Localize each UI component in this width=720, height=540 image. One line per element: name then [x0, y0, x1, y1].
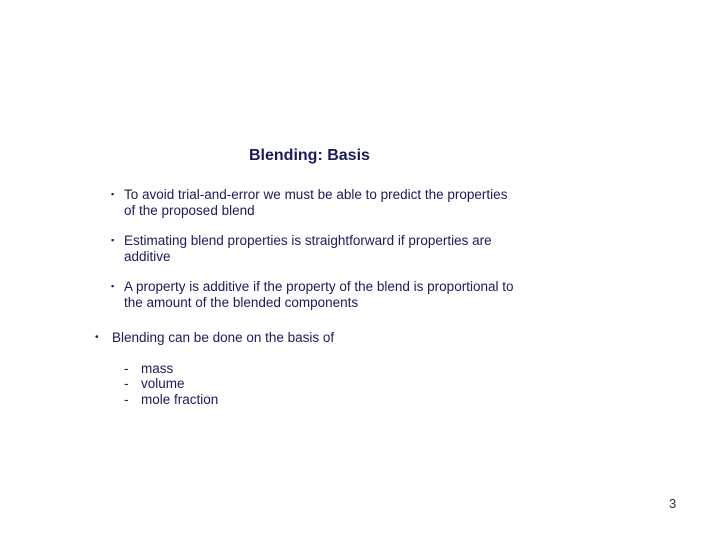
bullet-line: Estimating blend properties is straightforward if properties are — [124, 233, 492, 248]
bullet-item — [111, 233, 492, 264]
page-number: 3 — [669, 496, 677, 511]
bullet-line: the amount of the blended components — [124, 294, 359, 310]
bullet-line: A property is additive if the property of the blend is proportional to — [124, 279, 514, 294]
dash-marker: - — [124, 392, 129, 407]
bullet-line: of the proposed blend — [124, 202, 255, 218]
round-bullet-icon: • — [95, 332, 99, 343]
square-bullet-icon: ▪ — [111, 189, 115, 199]
square-bullet-icon: ▪ — [111, 235, 115, 245]
sub-list-text: mass — [141, 361, 174, 376]
bullet-line: additive — [124, 248, 171, 264]
main-bullet-text: Blending can be done on the basis of — [112, 330, 335, 345]
sub-list-text: mole fraction — [141, 392, 219, 407]
bullet-item — [111, 187, 508, 218]
square-bullet-icon: ▪ — [111, 281, 115, 291]
sub-list-text: volume — [141, 376, 185, 391]
bullet-item — [111, 279, 514, 310]
dash-marker: - — [124, 361, 129, 376]
bullet-line: To avoid trial-and-error we must be able to predict the properties — [124, 187, 508, 202]
main-bullet-item — [95, 330, 335, 346]
sub-list-item — [124, 376, 185, 391]
sub-list-item — [124, 361, 173, 376]
slide-title: Blending: Basis — [249, 147, 370, 164]
sub-list-item — [124, 392, 218, 407]
dash-marker: - — [124, 376, 129, 391]
